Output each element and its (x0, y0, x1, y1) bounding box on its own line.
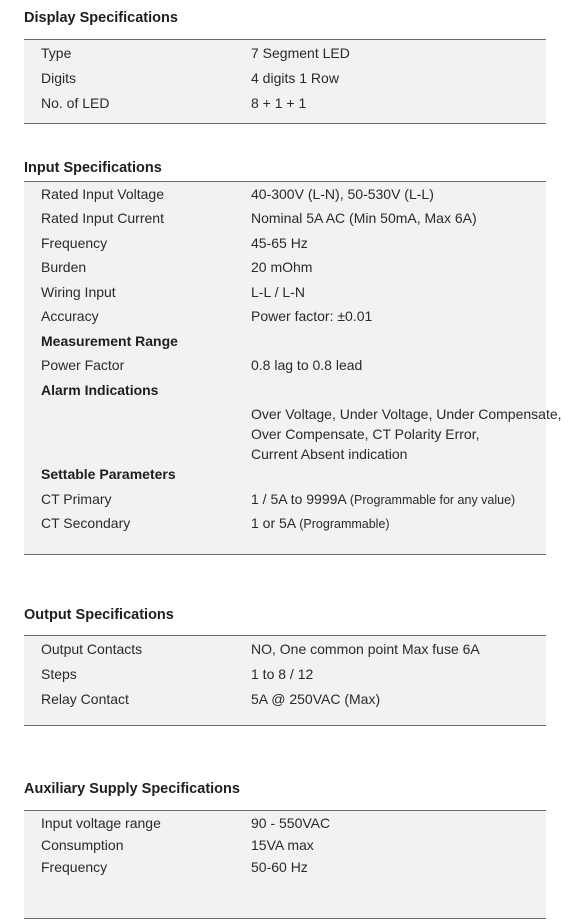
spec-value-main: 1 or 5A (251, 515, 296, 531)
spec-label: Steps (41, 666, 77, 682)
spec-label: CT Secondary (41, 515, 131, 531)
auxiliary-supply-specifications-panel (24, 810, 546, 919)
alarm-indications-row (24, 404, 562, 466)
spec-value (251, 513, 390, 534)
spec-value: 40-300V (L-N), 50-530V (L-L) (251, 186, 434, 202)
spec-value: 4 digits 1 Row (251, 70, 339, 86)
spec-value: 20 mOhm (251, 259, 313, 275)
spec-label: Rated Input Current (41, 210, 164, 226)
measurement-range-subheading: Measurement Range (41, 333, 178, 349)
spec-value: NO, One common point Max fuse 6A (251, 641, 480, 657)
alarm-indications-subheading: Alarm Indications (41, 382, 159, 398)
spec-label: Digits (41, 70, 77, 86)
spec-label: Rated Input Voltage (41, 186, 164, 202)
output-specifications-heading: Output Specifications (24, 607, 174, 623)
spec-label: Output Contacts (41, 641, 143, 657)
display-specifications-panel (24, 39, 546, 124)
settable-parameters-subheading: Settable Parameters (41, 466, 176, 482)
alarm-indications-value (251, 404, 562, 464)
output-specifications-panel (24, 635, 546, 726)
spec-value (251, 489, 515, 510)
spec-label: Relay Contact (41, 691, 129, 707)
spec-label: No. of LED (41, 95, 110, 111)
alarm-line: Over Compensate, CT Polarity Error, (251, 426, 480, 442)
spec-value: 7 Segment LED (251, 45, 350, 61)
spec-value: L-L / L-N (251, 284, 305, 300)
spec-label: Power Factor (41, 357, 125, 373)
spec-value: 1 to 8 / 12 (251, 666, 314, 682)
spec-label: Wiring Input (41, 284, 116, 300)
spec-label: Burden (41, 259, 87, 275)
spec-value: 45-65 Hz (251, 235, 308, 251)
spec-value-note: (Programmable for any value) (349, 493, 516, 507)
spec-value: 90 - 550VAC (251, 815, 331, 831)
spec-label: Input voltage range (41, 815, 161, 831)
spec-label: Consumption (41, 837, 124, 853)
input-specifications-panel (24, 181, 562, 555)
spec-value: 15VA max (251, 837, 314, 853)
spec-label: Frequency (41, 859, 108, 875)
spec-label: CT Primary (41, 491, 112, 507)
spec-value: 5A @ 250VAC (Max) (251, 691, 381, 707)
spec-value: 8 + 1 + 1 (251, 95, 307, 111)
alarm-line: Current Absent indication (251, 446, 408, 462)
auxiliary-supply-specifications-heading: Auxiliary Supply Specifications (24, 781, 240, 797)
spec-label: Type (41, 45, 72, 61)
spec-value: 0.8 lag to 0.8 lead (251, 357, 363, 373)
spec-label: Accuracy (41, 308, 99, 324)
input-specifications-heading: Input Specifications (24, 160, 162, 176)
spec-value: Power factor: ±0.01 (251, 308, 373, 324)
display-specifications-heading: Display Specifications (24, 10, 178, 26)
spec-label: Frequency (41, 235, 108, 251)
spec-value: 50-60 Hz (251, 859, 308, 875)
spec-value-main: 1 / 5A to 9999A (251, 491, 346, 507)
spec-value-note: (Programmable) (299, 517, 390, 531)
alarm-line: Over Voltage, Under Voltage, Under Compensate, (251, 406, 562, 422)
spec-value: Nominal 5A AC (Min 50mA, Max 6A) (251, 210, 477, 226)
